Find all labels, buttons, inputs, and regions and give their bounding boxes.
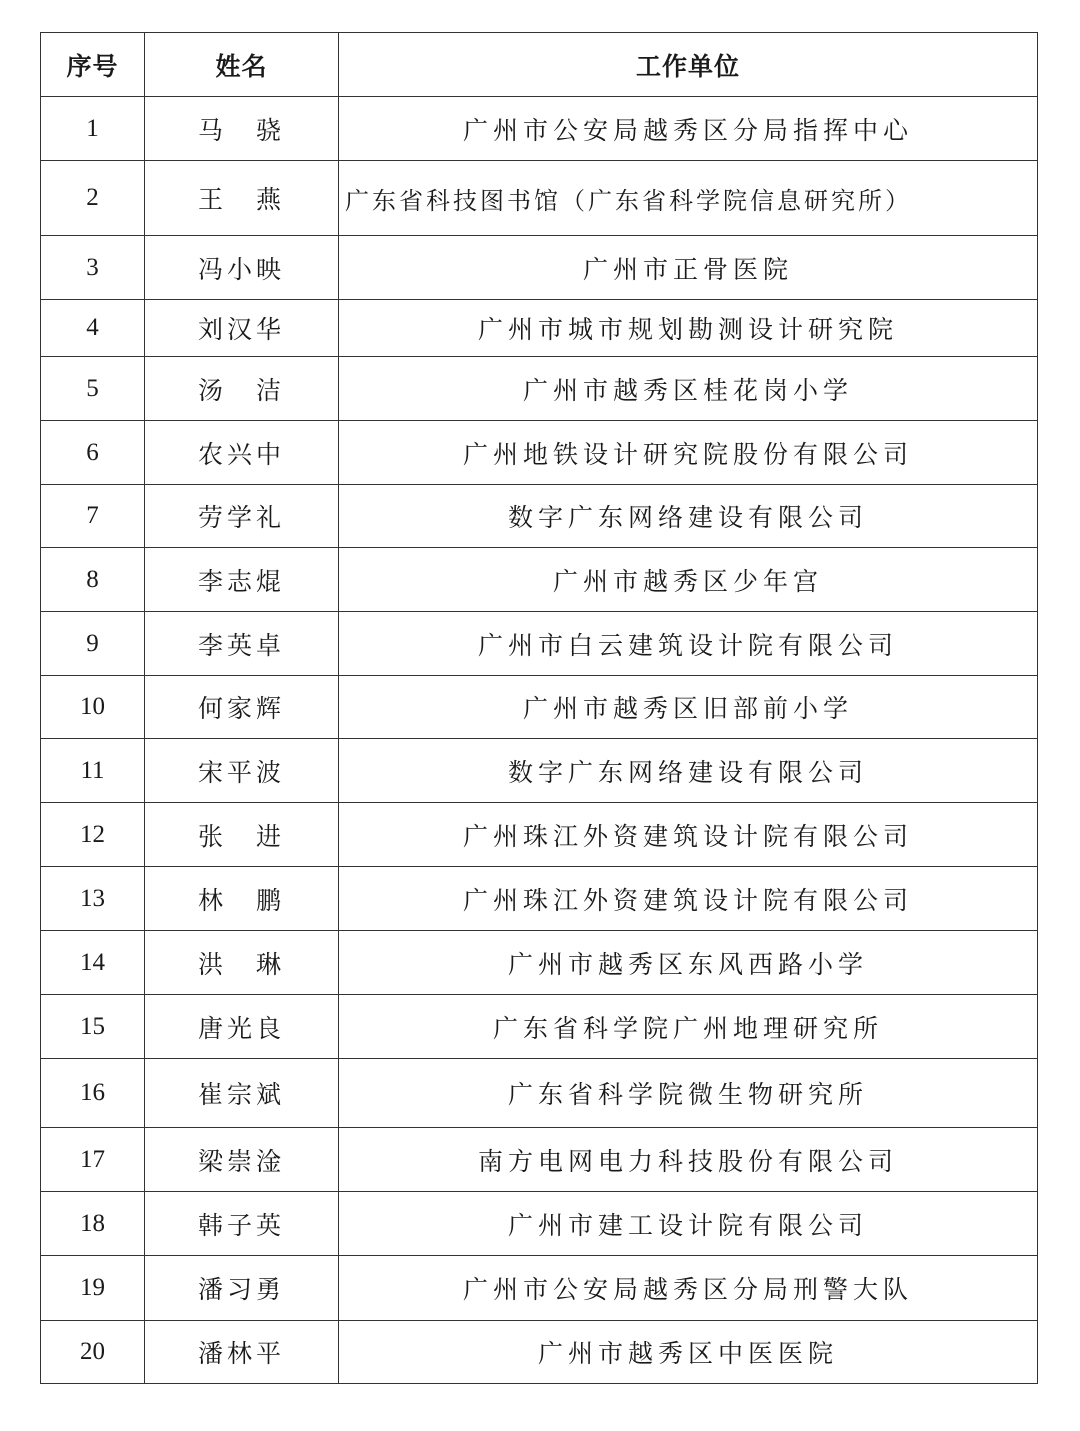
- table-row: [41, 357, 1038, 421]
- row-number: 20: [41, 1321, 145, 1384]
- person-name: 汤 洁: [145, 357, 339, 421]
- person-name: 马 骁: [145, 97, 339, 161]
- person-name: 劳学礼: [145, 485, 339, 548]
- person-name: 唐光良: [145, 995, 339, 1059]
- header-no: 序号: [41, 33, 145, 97]
- row-number: 19: [41, 1256, 145, 1321]
- roster-table: [40, 32, 1038, 1384]
- table-row: [41, 421, 1038, 485]
- row-number: 5: [41, 357, 145, 421]
- row-number: 9: [41, 612, 145, 676]
- table-row: [41, 1192, 1038, 1256]
- row-number: 1: [41, 97, 145, 161]
- table-row: [41, 931, 1038, 995]
- table-row: [41, 236, 1038, 300]
- row-number: 4: [41, 300, 145, 357]
- work-unit: 广州地铁设计研究院股份有限公司: [339, 421, 1038, 485]
- work-unit: 广东省科学院微生物研究所: [339, 1059, 1038, 1128]
- table-row: [41, 676, 1038, 739]
- roster-header: [41, 33, 1038, 97]
- work-unit: 广州市越秀区东风西路小学: [339, 931, 1038, 995]
- work-unit: 广州市公安局越秀区分局刑警大队: [339, 1256, 1038, 1321]
- person-name: 冯小映: [145, 236, 339, 300]
- person-name: 韩子英: [145, 1192, 339, 1256]
- row-number: 16: [41, 1059, 145, 1128]
- table-row: [41, 1321, 1038, 1384]
- row-number: 6: [41, 421, 145, 485]
- work-unit: 南方电网电力科技股份有限公司: [339, 1128, 1038, 1192]
- header-name: 姓名: [145, 33, 339, 97]
- person-name: 李志焜: [145, 548, 339, 612]
- person-name: 梁崇淦: [145, 1128, 339, 1192]
- work-unit: 广东省科技图书馆（广东省科学院信息研究所）: [339, 161, 1038, 236]
- work-unit: 广州市越秀区旧部前小学: [339, 676, 1038, 739]
- work-unit: 广州珠江外资建筑设计院有限公司: [339, 867, 1038, 931]
- work-unit: 广州市越秀区桂花岗小学: [339, 357, 1038, 421]
- person-name: 王 燕: [145, 161, 339, 236]
- header-row: [41, 33, 1038, 97]
- table-row: [41, 867, 1038, 931]
- table-row: [41, 803, 1038, 867]
- work-unit: 广州市越秀区少年宫: [339, 548, 1038, 612]
- work-unit: 广州市白云建筑设计院有限公司: [339, 612, 1038, 676]
- table-row: [41, 995, 1038, 1059]
- work-unit: 数字广东网络建设有限公司: [339, 739, 1038, 803]
- roster-body: [41, 97, 1038, 1384]
- table-row: [41, 612, 1038, 676]
- person-name: 何家辉: [145, 676, 339, 739]
- work-unit: 广州珠江外资建筑设计院有限公司: [339, 803, 1038, 867]
- work-unit: 广州市建工设计院有限公司: [339, 1192, 1038, 1256]
- row-number: 18: [41, 1192, 145, 1256]
- work-unit: 广州市越秀区中医医院: [339, 1321, 1038, 1384]
- row-number: 12: [41, 803, 145, 867]
- row-number: 3: [41, 236, 145, 300]
- work-unit: 数字广东网络建设有限公司: [339, 485, 1038, 548]
- table-row: [41, 161, 1038, 236]
- person-name: 崔宗斌: [145, 1059, 339, 1128]
- work-unit: 广州市正骨医院: [339, 236, 1038, 300]
- row-number: 8: [41, 548, 145, 612]
- person-name: 宋平波: [145, 739, 339, 803]
- person-name: 洪 琳: [145, 931, 339, 995]
- person-name: 林 鹏: [145, 867, 339, 931]
- table-row: [41, 1059, 1038, 1128]
- row-number: 13: [41, 867, 145, 931]
- row-number: 2: [41, 161, 145, 236]
- row-number: 15: [41, 995, 145, 1059]
- table-row: [41, 300, 1038, 357]
- table-row: [41, 739, 1038, 803]
- table-row: [41, 1256, 1038, 1321]
- header-unit: 工作单位: [339, 33, 1038, 97]
- person-name: 刘汉华: [145, 300, 339, 357]
- row-number: 7: [41, 485, 145, 548]
- table-row: [41, 548, 1038, 612]
- table-row: [41, 1128, 1038, 1192]
- work-unit: 广东省科学院广州地理研究所: [339, 995, 1038, 1059]
- person-name: 潘习勇: [145, 1256, 339, 1321]
- work-unit: 广州市公安局越秀区分局指挥中心: [339, 97, 1038, 161]
- person-name: 张 进: [145, 803, 339, 867]
- person-name: 潘林平: [145, 1321, 339, 1384]
- work-unit: 广州市城市规划勘测设计研究院: [339, 300, 1038, 357]
- row-number: 14: [41, 931, 145, 995]
- person-name: 李英卓: [145, 612, 339, 676]
- row-number: 11: [41, 739, 145, 803]
- row-number: 17: [41, 1128, 145, 1192]
- table-row: [41, 485, 1038, 548]
- row-number: 10: [41, 676, 145, 739]
- table-row: [41, 97, 1038, 161]
- person-name: 农兴中: [145, 421, 339, 485]
